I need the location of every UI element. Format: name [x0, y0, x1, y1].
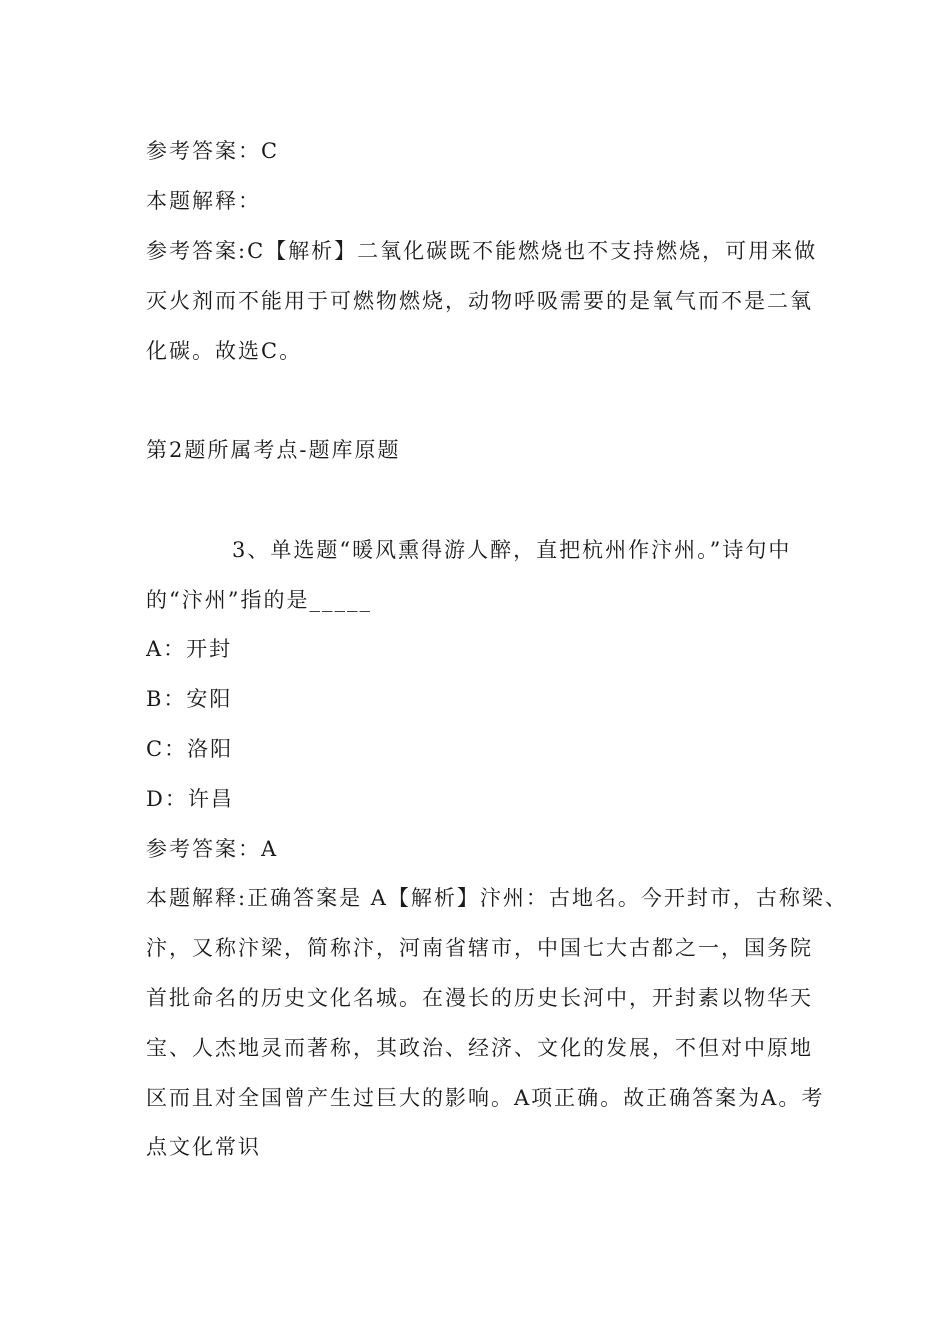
q3-explain-line: 点文化常识	[146, 1135, 261, 1159]
q3-explain-line: 区而且对全国曾产生过巨大的影响。A项正确。故正确答案为A。考	[146, 1086, 825, 1110]
q2-explain-heading: 本题解释：	[146, 189, 261, 213]
q2-explain-line: 灭火剂而不能用于可燃物燃烧，动物呼吸需要的是氧气而不是二氧	[146, 289, 813, 313]
q3-answer: 参考答案：A	[146, 837, 279, 861]
q3-option-b: B：安阳	[146, 687, 233, 711]
q2-explain-line: 化碳。故选C。	[146, 339, 303, 363]
q3-question-line: 的“汴州”指的是_____	[146, 588, 372, 612]
q3-explain-line: 宝、人杰地灵而著称，其政治、经济、文化的发展，不但对中原地	[146, 1036, 813, 1060]
q3-option-a: A：开封	[146, 637, 233, 661]
q3-explain-line: 本题解释:正确答案是 A【解析】汴州：古地名。今开封市，古称梁、	[146, 886, 848, 910]
q3-option-d: D：许昌	[146, 787, 234, 811]
q3-question-line: 3、单选题“暖风熏得游人醉，直把杭州作汴州。”诗句中	[232, 538, 792, 562]
q2-topic: 第2题所属考点-题库原题	[146, 438, 401, 462]
q2-answer: 参考答案：C	[146, 139, 280, 163]
q3-option-c: C：洛阳	[146, 737, 234, 761]
q3-explain-line: 汴，又称汴梁，简称汴，河南省辖市，中国七大古都之一，国务院	[146, 936, 813, 960]
q2-explain-line: 参考答案:C【解析】二氧化碳既不能燃烧也不支持燃烧，可用来做	[146, 239, 818, 263]
q3-explain-line: 首批命名的历史文化名城。在漫长的历史长河中，开封素以物华天	[146, 986, 813, 1010]
